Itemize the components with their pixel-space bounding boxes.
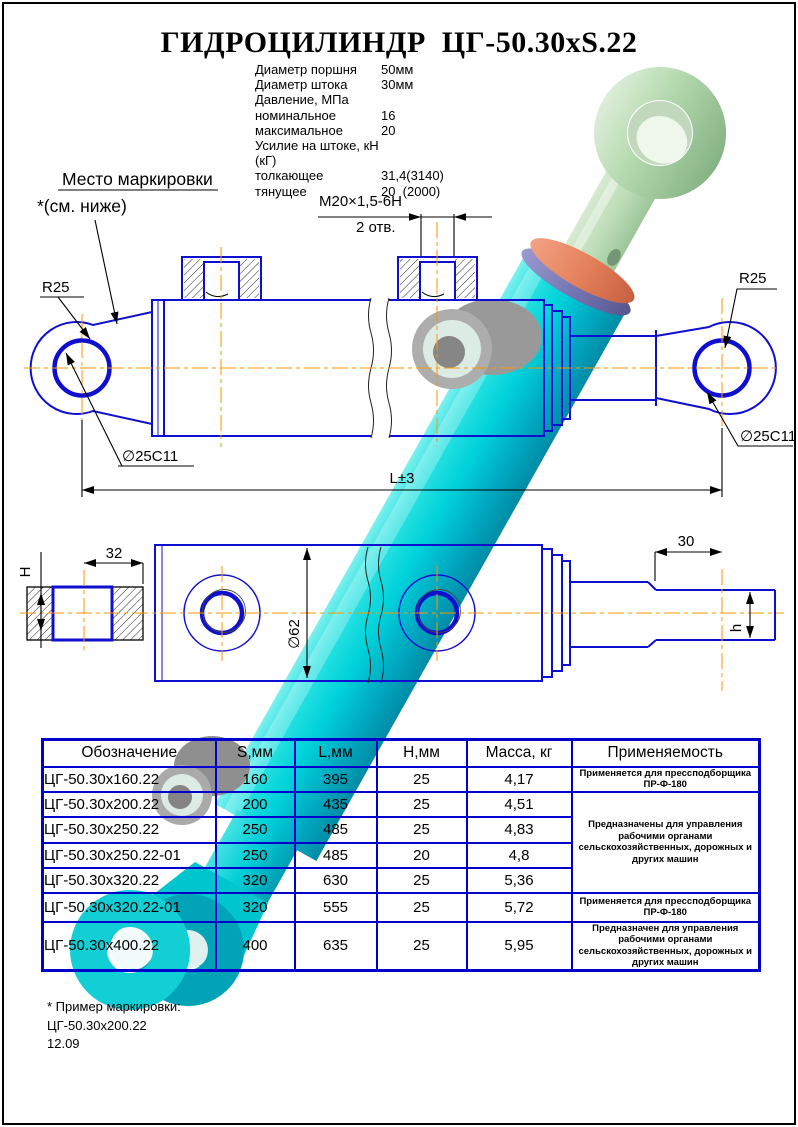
cell-mass: 5,72 <box>467 893 572 922</box>
cell-s: 250 <box>216 817 295 843</box>
footnote-line: * Пример маркировки: <box>47 999 181 1014</box>
cell-designation: ЦГ-50.30x200.22 <box>43 792 216 817</box>
cell-h: 25 <box>377 792 467 817</box>
length-label: L±3 <box>389 470 415 487</box>
spec-row: Диаметр штока 30мм <box>255 77 414 93</box>
cell-h: 25 <box>377 922 467 971</box>
table-row <box>43 792 760 817</box>
cell-mass: 5,36 <box>467 868 572 893</box>
cell-h: 20 <box>377 843 467 868</box>
cell-designation: ЦГ-50.30x160.22 <box>43 767 216 792</box>
table-row <box>43 922 760 971</box>
hole-dia-label-right: ∅25C11 <box>740 428 797 445</box>
dim-h-label: h <box>728 623 745 633</box>
dia-62-label: ∅62 <box>286 619 303 649</box>
cell-h: 25 <box>377 868 467 893</box>
footnote-line: ЦГ-50.30x200.22 <box>47 1017 147 1033</box>
cell-mass: 4,51 <box>467 792 572 817</box>
cell-s: 250 <box>216 843 295 868</box>
cell-mass: 5,95 <box>467 922 572 971</box>
table-row <box>43 767 760 792</box>
cell-designation: ЦГ-50.30x400.22 <box>43 922 216 971</box>
cell-l: 555 <box>295 893 377 922</box>
hole-dia-label-left: ∅25C11 <box>122 448 179 465</box>
thread-label: M20×1,5-6H <box>319 193 402 210</box>
table-header-row <box>43 740 760 767</box>
cell-mass: 4,17 <box>467 767 572 792</box>
cell-mass: 4,8 <box>467 843 572 868</box>
radius-label-right: R25 <box>739 270 767 287</box>
cell-h: 25 <box>377 767 467 792</box>
side-view <box>31 257 776 440</box>
cell-l: 635 <box>295 922 377 971</box>
spec-row: толкающее 31,4(3140) <box>255 168 444 184</box>
marking-leader <box>95 220 117 324</box>
cell-s: 160 <box>216 767 295 792</box>
col-header-mass: Масса, кг <box>467 740 572 767</box>
table-row <box>43 893 760 922</box>
cell-applicability: Применяется для прессподборщика ПР-Ф-180 <box>572 893 760 922</box>
model-table <box>41 738 761 972</box>
spec-row: максимальное 20 <box>255 122 396 138</box>
page-title: ГИДРОЦИЛИНДР ЦГ-50.30xS.22 <box>160 26 638 59</box>
cell-l: 630 <box>295 868 377 893</box>
dim-30-label: 30 <box>677 533 695 550</box>
footnote-line: 12.09 <box>47 1036 80 1051</box>
cell-s: 320 <box>216 868 295 893</box>
dim-H-label: H <box>17 566 34 578</box>
cell-designation: ЦГ-50.30x250.22 <box>43 817 216 843</box>
marking-place-label: Место маркировки <box>62 169 213 189</box>
see-below-label: *(см. ниже) <box>37 196 127 216</box>
cell-l: 485 <box>295 817 377 843</box>
col-header-designation: Обозначение <box>43 740 216 767</box>
cell-l: 435 <box>295 792 377 817</box>
cell-applicability: Применяется для прессподборщика ПР-Ф-180 <box>572 767 760 792</box>
cell-s: 400 <box>216 922 295 971</box>
cell-mass: 4,83 <box>467 817 572 843</box>
holes-count-label: 2 отв. <box>356 219 396 236</box>
cell-l: 485 <box>295 843 377 868</box>
radius-label-left: R25 <box>42 279 70 296</box>
cell-h: 25 <box>377 817 467 843</box>
cell-s: 320 <box>216 893 295 922</box>
cell-h: 25 <box>377 893 467 922</box>
spec-row: номинальное 16 <box>255 107 396 123</box>
spec-row: Давление, МПа <box>255 92 349 108</box>
col-header-l: L,мм <box>295 740 377 767</box>
marking-example <box>47 998 181 1054</box>
cell-applicability: Предназначен для управления рабочими органами сельскохозяйственных, дорожных и других машин <box>572 922 760 971</box>
spec-list <box>255 62 444 199</box>
cell-s: 200 <box>216 792 295 817</box>
dim-32-label: 32 <box>105 545 123 562</box>
spec-row: тянущее 20 (2000) <box>255 183 441 199</box>
spec-row: Усилие на штоке, кН (кГ) <box>255 138 379 169</box>
cell-designation: ЦГ-50.30x320.22-01 <box>43 893 216 922</box>
cell-l: 395 <box>295 767 377 792</box>
cell-designation: ЦГ-50.30x320.22 <box>43 868 216 893</box>
cell-applicability-merged: Предназначены для управления рабочими органами сельскохозяйственных, дорожных и других машин <box>572 792 760 893</box>
col-header-applicability: Применяемость <box>572 740 760 767</box>
col-header-h: Н,мм <box>377 740 467 767</box>
cell-designation: ЦГ-50.30x250.22-01 <box>43 843 216 868</box>
col-header-s: S,мм <box>216 740 295 767</box>
spec-row: Диаметр поршня 50мм <box>255 62 414 77</box>
